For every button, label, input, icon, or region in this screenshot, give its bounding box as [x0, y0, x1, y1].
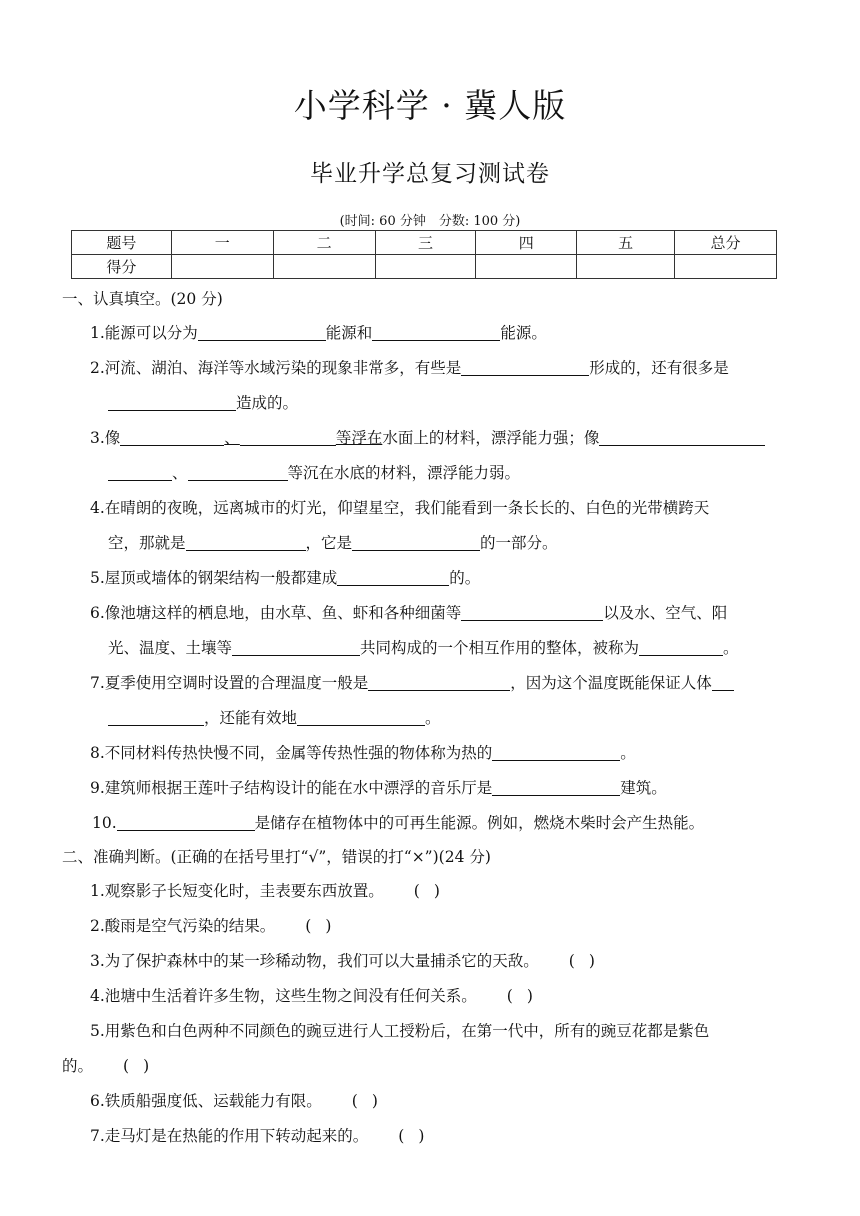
answer-blank[interactable] [461, 357, 589, 376]
score-table-cell: 得分 [72, 255, 172, 279]
fill-question-2-cont: 造成的。 [108, 386, 860, 421]
answer-paren[interactable]: () [398, 1127, 439, 1145]
answer-paren[interactable]: () [506, 987, 547, 1005]
score-table-cell: 题号 [72, 231, 172, 255]
judge-question-1: 1.观察影子长短变化时，圭表要东西放置。 () [90, 874, 860, 909]
exam-subtitle: 毕业升学总复习测试卷 [310, 161, 550, 187]
exam-meta: (时间: 60 分钟 分数: 100 分) [339, 214, 521, 229]
answer-blank[interactable] [117, 812, 255, 831]
answer-paren[interactable]: () [123, 1057, 164, 1075]
fill-question-7: 7.夏季使用空调时设置的合理温度一般是 ，因为这个温度既能保证人体 [90, 666, 860, 701]
score-input-cell[interactable] [675, 255, 777, 279]
fill-question-3-cont: 、 等沉在水底的材料，漂浮能力弱。 [108, 456, 860, 491]
score-input-cell[interactable] [273, 255, 375, 279]
page-title: 小学科学 · 冀人版 [293, 86, 567, 125]
answer-blank[interactable] [639, 637, 723, 656]
answer-paren[interactable]: () [305, 917, 346, 935]
fill-question-6-cont: 光、温度、土壤等 共同构成的一个相互作用的整体，被称为 。 [108, 639, 739, 657]
answer-blank[interactable] [232, 637, 360, 656]
judge-question-6: 6.铁质船强度低、运载能力有限。 () [90, 1084, 860, 1119]
score-table-cell: 四 [476, 231, 577, 255]
score-table-cell: 五 [577, 231, 675, 255]
answer-blank[interactable] [188, 462, 288, 481]
answer-blank[interactable] [337, 567, 449, 586]
answer-blank[interactable] [120, 427, 224, 446]
exam-content [0, 283, 860, 1154]
section1-heading: 一、认真填空。(20 分) [62, 290, 223, 308]
score-input-cell[interactable] [375, 255, 476, 279]
score-table-cell: 总分 [675, 231, 777, 255]
judge-question-7: 7.走马灯是在热能的作用下转动起来的。 () [90, 1119, 860, 1154]
answer-blank[interactable] [198, 322, 326, 341]
fill-question-3: 3.像 、 等浮在水面上的材料，漂浮能力强；像 [90, 421, 860, 456]
answer-blank[interactable] [108, 707, 204, 726]
answer-blank[interactable] [461, 602, 603, 621]
fill-question-9: 9.建筑师根据王莲叶子结构设计的能在水中漂浮的音乐厅是 建筑。 [90, 779, 667, 797]
fill-question-1: 1.能源可以分为 能源和 能源。 [90, 324, 547, 342]
answer-blank[interactable] [368, 672, 510, 691]
judge-question-5: 5.用紫色和白色两种不同颜色的豌豆进行人工授粉后，在第一代中，所有的豌豆花都是紫色 [90, 1022, 710, 1040]
fill-question-10: 10. 是储存在植物体中的可再生能源。例如，燃烧木柴时会产生热能。 [92, 814, 705, 832]
score-input-cell[interactable] [577, 255, 675, 279]
answer-paren[interactable]: () [568, 952, 609, 970]
answer-blank[interactable] [712, 672, 734, 691]
answer-blank[interactable] [599, 427, 765, 446]
score-table-score-row [72, 255, 777, 279]
fill-question-8: 8.不同材料传热快慢不同，金属等传热性强的物体称为热的 。 [90, 744, 636, 762]
judge-question-2: 2.酸雨是空气污染的结果。 () [90, 909, 860, 944]
score-input-cell[interactable] [171, 255, 273, 279]
score-input-cell[interactable] [476, 255, 577, 279]
answer-blank[interactable] [186, 532, 306, 551]
fill-question-4: 4.在晴朗的夜晚，远离城市的灯光，仰望星空，我们能看到一条长长的、白色的光带横跨天 [90, 499, 710, 517]
score-table-cell: 二 [273, 231, 375, 255]
judge-question-3: 3.为了保护森林中的某一珍稀动物，我们可以大量捕杀它的天敌。 () [90, 944, 860, 979]
score-table [71, 230, 777, 279]
fill-question-5: 5.屋顶或墙体的钢架结构一般都建成 的。 [90, 569, 481, 587]
answer-blank[interactable] [108, 462, 172, 481]
judge-question-5-cont: 的。 () [62, 1049, 860, 1084]
fill-question-2: 2.河流、湖泊、海洋等水域污染的现象非常多，有些是 形成的，还有很多是 [90, 359, 729, 377]
section2-heading: 二、准确判断。(正确的在括号里打“√”，错误的打“×”)(24 分) [62, 848, 491, 866]
score-table-cell: 三 [375, 231, 476, 255]
answer-blank[interactable] [297, 707, 425, 726]
fill-question-7-cont: ，还能有效地 。 [108, 701, 860, 736]
score-table-header-row [72, 231, 777, 255]
answer-paren[interactable]: () [413, 882, 454, 900]
fill-question-6: 6.像池塘这样的栖息地，由水草、鱼、虾和各种细菌等 以及水、空气、阳 [90, 604, 728, 622]
answer-blank[interactable] [352, 532, 480, 551]
fill-question-4-cont: 空，那就是 ，它是 的一部分。 [108, 534, 558, 552]
answer-blank[interactable] [108, 392, 236, 411]
judge-question-4: 4.池塘中生活着许多生物，这些生物之间没有任何关系。 () [90, 979, 860, 1014]
answer-blank[interactable] [240, 427, 336, 446]
answer-blank[interactable] [492, 742, 620, 761]
answer-paren[interactable]: () [351, 1092, 392, 1110]
score-table-cell: 一 [171, 231, 273, 255]
answer-blank[interactable] [492, 777, 620, 796]
answer-blank[interactable] [372, 322, 500, 341]
